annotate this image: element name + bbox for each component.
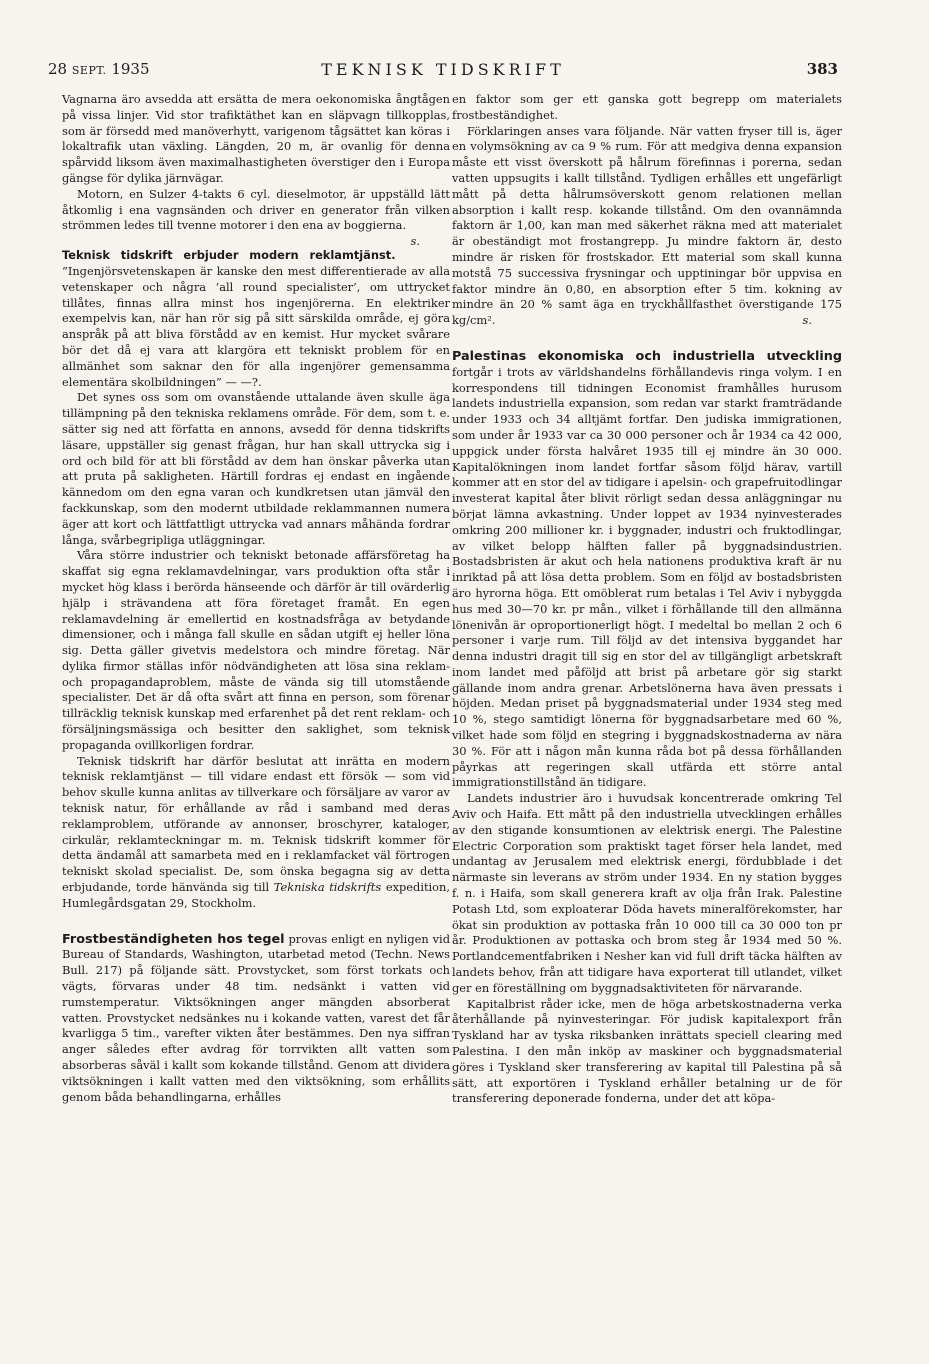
paragraph-text: Förklaringen anses vara följande. När vatten fryser till is, äger en volymsökning av ca 9 % rum. För att medgiva denna expansion måste ett visst överskott på hålrum förefinnas i porerna, sedan vatten uppsugits i kallt tillstånd. Tydligen erhålles ett ungefärligt mått på detta hålrumsöverskott genom relationen mellan absorption i kallt resp. kokande tillstånd. Om den ovannämnda faktorn är 1,00, kan man med säkerhet räkna med att materialet är obeständigt mot frostangrepp. Ju mindre faktorn är, desto mindre är risken för frostskador. Ett material som skall kunna motstå 75 successiva frysningar och upptiningar bör uppvisa en faktor mindre än 0,80, en absorption efter 5 tim. kokning av mindre än 20 % samt äga en tryckhållfasthet överstigande 175 kg/cm². <box>452 123 842 328</box>
paragraph: en faktor som ger ett ganska gott begrepp om materialets frostbeständighet. <box>452 92 842 122</box>
paragraph: Vagnarna äro avsedda att ersätta de mera oekonomiska ångtågen på vissa linjer. Vid stor trafiktäthet kan en släpvagn tillkopplas, som är försedd med manöverhytt, varigenom tågsättet kan köras i lokaltrafik utan växling. Längden, 20 m, är ovanlig för denna spårvidd liksom även maximalhastigheten överstiger den i Europa gängse för dylika järnvägar. <box>62 92 450 185</box>
issue-year: 1935 <box>111 60 150 78</box>
paragraph: Våra större industrier och tekniskt betonade affärsföretag ha skaffat sig egna reklamavdelningar, vars produktion ofta står i mycket hög klass i berörda hänseende och därför är till ovärderlig hjälp i strävandena att föra företaget framåt. En egen reklamavdelning är emellertid en kostnadsfråga av betydande dimensioner, och i många fall skulle en sådan utgift ej heller löna sig. Detta gäller givetvis medelstora och mindre företag. När dylika firmor ställas inför nödvändigheten att lösa sina reklam- och propagandaproblem, måste de vända sig till utomstående specialister. Det är då ofta svårt att finna en person, som förenar tillräcklig teknisk kunskap med erfarenhet på det rent reklam- och försäljningsmässiga och besitter den saklighet, som teknisk propaganda ovillkorligen fordrar. <box>62 548 450 752</box>
paragraph: Landets industrier äro i huvudsak koncentrerade omkring Tel Aviv och Haifa. Ett mått på den industriella utvecklingen erhålles av den stigande konsumtionen av elektrisk energi. The Palestine Electric Corporation som praktiskt taget förser hela landet, med undantag av Jerusalem med elektrisk energi, fördubblade i det närmaste sin leverans av ström under 1934. En ny station bygges f. n. i Haifa, som skall generera kraft av olja från Irak. Palestine Potash Ltd, som exploaterar Döda havets mineralförekomster, har ökat sin produktion av pottaska från 10 000 till ca 30 000 ton pr år. Produktionen av pottaska och brom steg år 1934 med 50 %. Portlandcementfabriken i Nesher kan vid full drift täcka hälften av landets behov, från att tidigare hava exporterat till utlandet, vilket ger en föreställning om byggnadsaktiviteten för närvarande. <box>452 791 842 995</box>
issue-day: 28 <box>48 60 68 78</box>
section-heading: Frostbeständigheten hos tegel <box>62 931 285 947</box>
paragraph-text: fortgår i trots av världshandelns förhållandevis ringa volym. I en korrespondens till tidningen Economist framhålles hurusom landets industriella expansion, som redan var starkt framträdande under 1933 och 34 alltjämt fortfar. Den judiska immigrationen, som under år 1933 var ca 30 000 personer och år 1934 ca 42 000, uppgick under första halvåret 1935 till ej mindre än 30 000. Kapitalökningen inom landet fortfar såsom följd härav, vartill kommer att en stor del av tidigare i apelsin- och grapefruitodlingar investerat kapital åter blivit rörligt sedan dessa anläggningar nu börjat lämna avkastning. Under loppet av 1934 nyinvesterades omkring 200 millioner kr. i byggnader, industri och fruktodlingar, av vilket belopp hälften faller på byggnadsindustrien. Bostadsbristen är akut och hela nationens produktiva kraft är nu inriktad på att lösa detta problem. Som en följd av bostadsbristen äro hyrorna höga. Ett omöblerat rum betalas i Tel Aviv i nybyggda hus med 30—70 kr. pr mån., vilket i förhållande till den allmänna lönenivån är oproportionerligt högt. I medeltal bo mellan 2 och 6 personer i varje rum. Till följd av det intensiva byggandet har denna industri dragit till sig en stor del av tillgängligt arbetskraft inom landet med påföljd att brist på arbetare gör sig starkt gällande inom andra grenar. Arbetslönerna hava även pressats i höjden. Medan priset på byggnadsmaterial under 1934 steg med 10 %, stego samtidigt lönerna för byggnadsarbetare med 60 %, vilket hade som följd en stegring i byggnadskostnaderna av nära 30 %. För att i någon mån kunna råda bot på dessa förhållanden påyrkas att regeringen skall utfärda ett större antal immigrationstillstånd än tidigare. <box>452 364 842 790</box>
paragraph-text: Motorn, en Sulzer 4-takts 6 cyl. dieselmotor, är uppställd lätt åtkomlig i ena vagnsänden och driver en generator från vilken strömmen ledes till tvenne motorer i den ena av boggierna. <box>62 186 450 233</box>
paragraph: Det synes oss som om ovanstående uttalande även skulle äga tillämpning på den tekniska reklamens område. För dem, som t. e. sätter sig ned att författa en annons, avsedd för denna tidskrifts läsare, uppställer sig genast frågan, hur han skall uttrycka sig i ord och bild för att bli förstådd av dem han önskar påverka utan att pruta på sakligheten. Härtill fordras ej endast en ingående kännedom om den egna varan och kundkretsen utan jämväl den fackkunskap, som den modernt utbildade reklammannen numera äger att kort och lättfattligt uttrycka vad annars måhända fordrar långa, svårbegripliga utläggningar. <box>62 390 450 547</box>
left-column <box>62 92 450 1105</box>
author-signature: s. <box>802 313 812 328</box>
journal-title: TEKNISK TIDSKRIFT <box>321 60 565 79</box>
page-number: 383 <box>806 60 838 78</box>
section-heading: Teknisk tidskrift erbjuder modern reklamtjänst. <box>62 248 396 263</box>
paragraph-text: expedition, Humlegårdsgatan 29, Stockholm. <box>62 880 450 910</box>
right-column <box>452 92 842 1107</box>
page-header <box>48 60 838 82</box>
journal-name-italic: Tekniska tidskrifts <box>273 880 382 895</box>
paragraph-text: Teknisk tidskrift har därför beslutat att inrätta en modern teknisk reklamtjänst — till vidare endast ett försök — som vid behov skulle kunna anlitas av tillverkare och försäljare av varor av teknisk natur, för erhållande av råd i samband med deras reklamproblem, utförande av annonser, broschyrer, kataloger, cirkulär, reklamteckningar m. m. Teknisk tidskrift kommer för detta ändamål att samarbeta med en i reklamfacket väl förtrogen tekniskt skolad specialist. De, som önska begagna sig av detta erbjudande, torde hänvända sig till <box>62 753 450 895</box>
article-frostbestandighet <box>62 932 450 1106</box>
issue-month: SEPT. <box>71 64 107 77</box>
article-palestina <box>452 349 842 791</box>
paragraph: Kapitalbrist råder icke, men de höga arbetskostnaderna verka återhållande på nyinvesteringar. För judisk kapitalexport från Tyskland har av tyska riksbanken inrättats speciell clearing med Palestina. I den mån inköp av maskiner och byggnadsmaterial göres i Tyskland sker transferering av kapital till Palestina på så sätt, att exportören i Tyskland erhåller betalning ur de för transferering deponerade fonderna, under det att köpa- <box>452 996 842 1106</box>
section-heading: Palestinas ekonomiska och industriella utveckling <box>452 348 842 364</box>
paragraph-text: provas enligt en nyligen vid Bureau of Standards, Washington, utarbetad metod (Techn. News Bull. 217) på följande sätt. Provstycket, som först torkats och vägts, förvaras under 48 tim. nedsänkt i vatten vid rumstemperatur. Viktsökningen anger mängden absorberat vatten. Provstycket nedsänkes nu i kokande vatten, varest det får kvarligga 5 tim., varefter vikten åter bestämmes. Den nya siffran anger således efter avdrag för torrvikten allt vatten som absorberas såväl i kallt som kokande tillstånd. Genom att dividera viktsökningen i kallt vatten med den viktsökning, som erhållits genom båda behandlingarna, erhålles <box>62 931 450 1104</box>
paragraph <box>452 124 842 329</box>
article-reklamtjanst <box>62 248 450 390</box>
paragraph <box>62 186 450 249</box>
author-signature: s. <box>410 234 420 249</box>
paragraph <box>62 754 450 912</box>
paragraph-text: ”Ingenjörsvetenskapen är kanske den mest differentierade av alla vetenskaper och några ’all round specialister’, om uttrycket tillåtes, finnas allra minst hos ingenjörerna. En elektriker exempelvis kan, när han rör sig på sitt särskilda område, ej göra anspråk på att bliva förstådd av en kemist. Hur mycket svårare bör det då ej vara att klargöra ett tekniskt problem för en allmänhet som saknar den för alla ingenjörer gemensamma elementära skolbildningen” — —?. <box>62 263 450 389</box>
